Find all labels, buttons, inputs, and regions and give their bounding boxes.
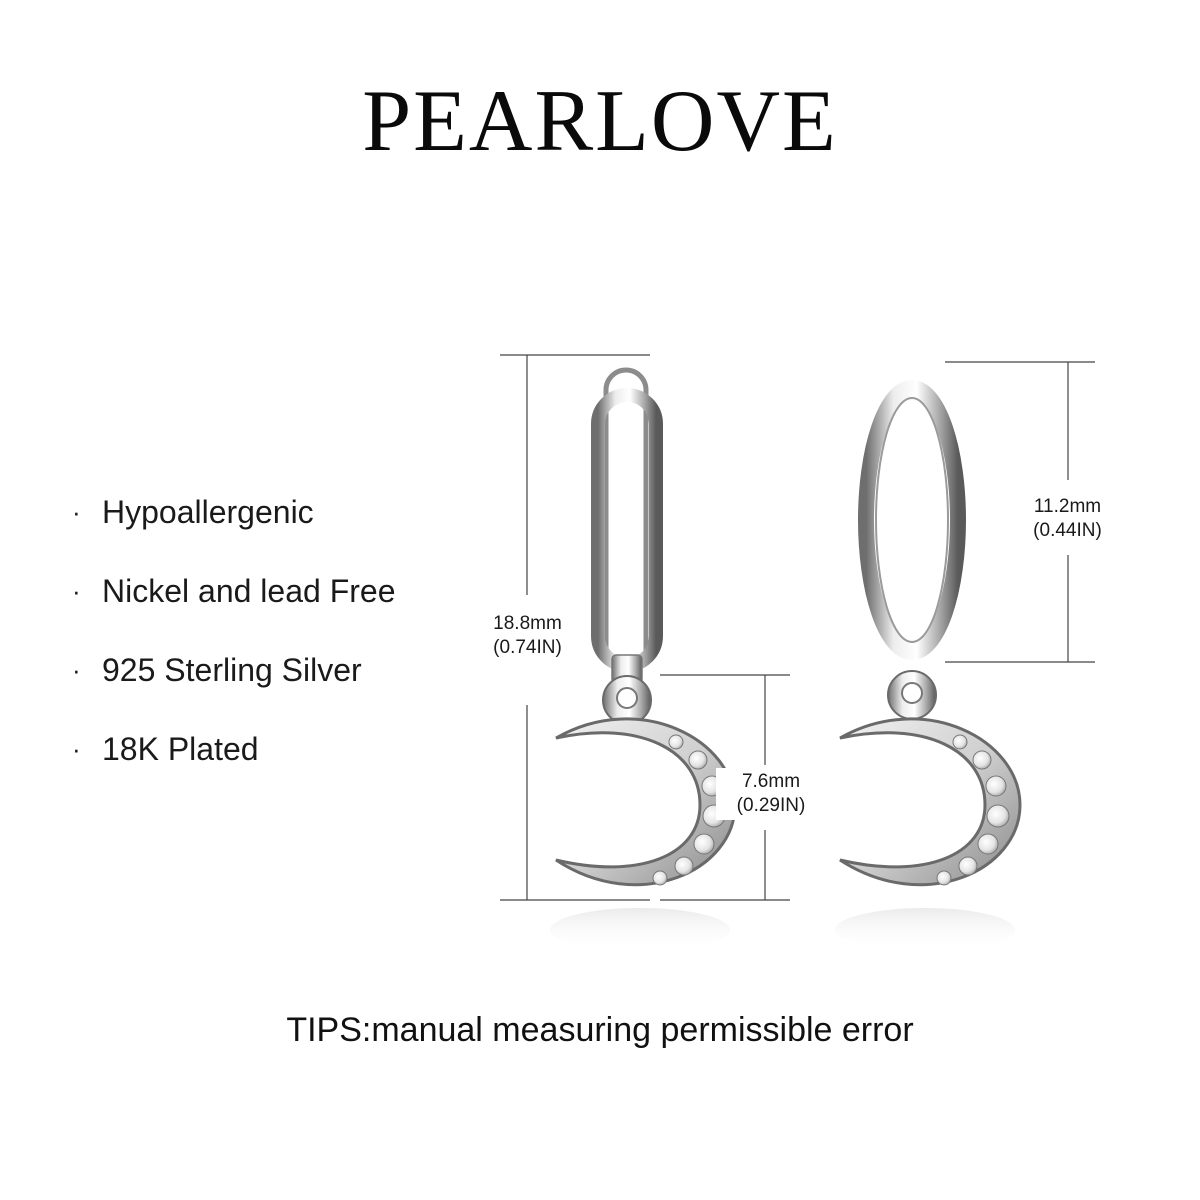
pendant-height-mm: 7.6mm [741, 771, 801, 792]
feature-label: 18K Plated [102, 731, 259, 767]
total-length-label [470, 610, 585, 662]
brand-logo: PEARLOVE [362, 73, 838, 170]
hoop-diameter-in: (0.44IN) [1033, 520, 1102, 541]
total-length-in: (0.74IN) [493, 637, 562, 658]
bullet-icon: · [72, 497, 81, 527]
bullet-icon: · [72, 655, 81, 685]
right-earring [835, 388, 1020, 952]
bullet-icon: · [72, 576, 81, 606]
hoop-diameter-mm: 11.2mm [1033, 496, 1102, 517]
hoop-diameter-label [1010, 493, 1125, 545]
feature-label: Nickel and lead Free [102, 573, 396, 609]
bullet-icon: · [72, 734, 81, 764]
tips-note: TIPS:manual measuring permissible error [286, 1011, 914, 1049]
pendant-height-in: (0.29IN) [736, 795, 806, 816]
feature-label: Hypoallergenic [102, 494, 314, 530]
total-length-mm: 18.8mm [493, 613, 562, 634]
pendant-height-label [716, 768, 826, 820]
feature-label: 925 Sterling Silver [102, 652, 362, 688]
